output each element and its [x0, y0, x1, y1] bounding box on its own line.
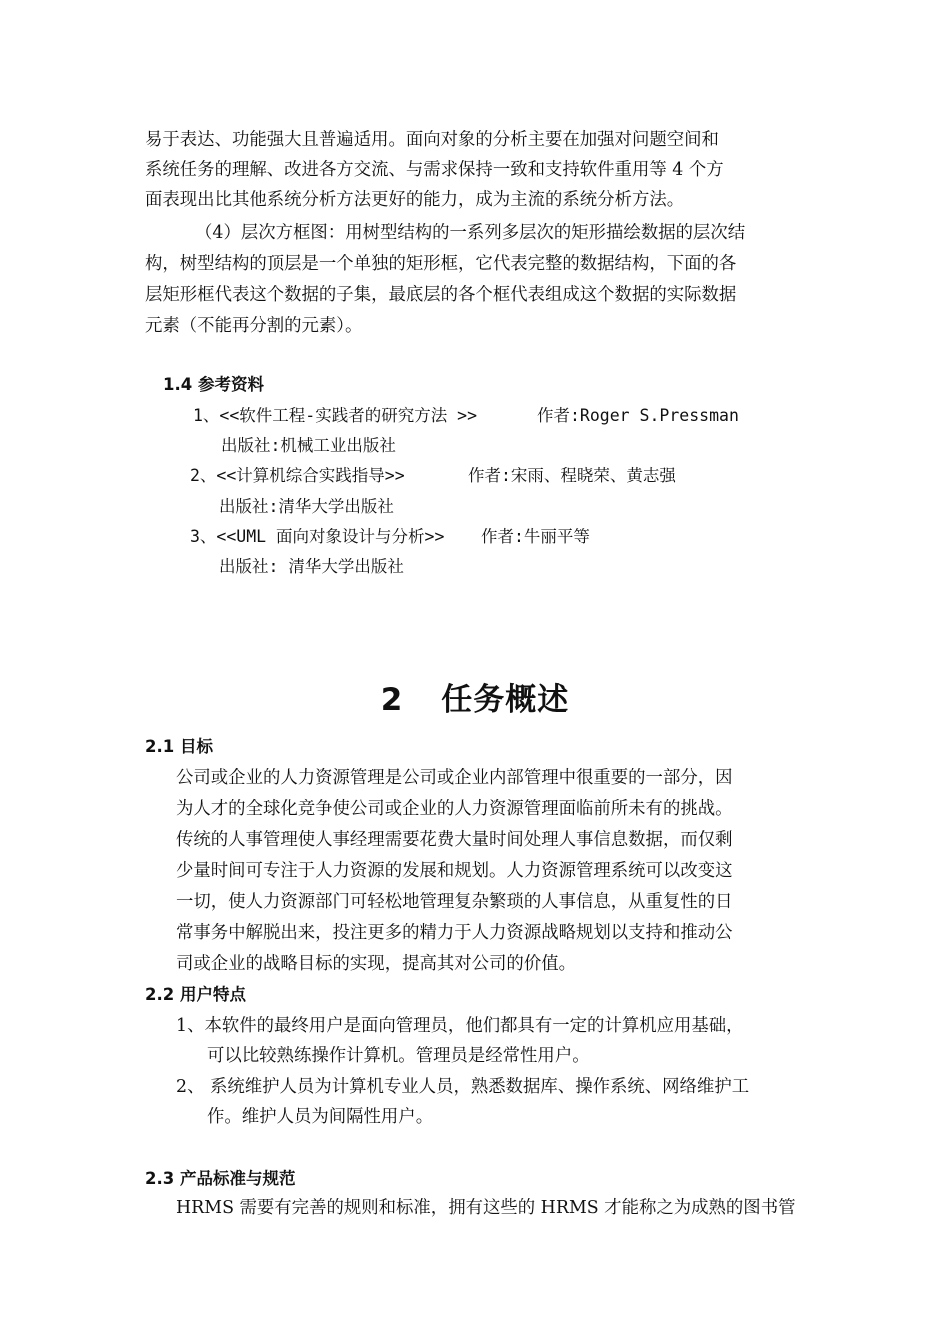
paragraph-line: 司或企业的战略目标的实现，提高其对公司的价值。: [176, 954, 576, 974]
list-item-line: 1、本软件的最终用户是面向管理员，他们都具有一定的计算机应用基础，: [176, 1016, 744, 1036]
section-heading: 2.3 产品标准与规范: [145, 1169, 296, 1188]
paragraph-line: 层矩形框代表这个数据的子集，最底层的各个框代表组成这个数据的实际数据: [145, 285, 737, 305]
paragraph-line: 面表现出比其他系统分析方法更好的能力，成为主流的系统分析方法。: [145, 190, 685, 210]
reference-publisher: 出版社:清华大学出版社: [219, 497, 394, 516]
section-heading: 1.4 参考资料: [163, 375, 264, 394]
reference-title: 1、<<软件工程-实践者的研究方法 >>: [193, 406, 478, 425]
list-item-line: 可以比较熟练操作计算机。管理员是经常性用户。: [207, 1046, 590, 1066]
reference-publisher: 出版社: 清华大学出版社: [219, 557, 404, 576]
chapter-title: [0, 680, 950, 720]
section-heading: 2.1 目标: [145, 737, 213, 756]
paragraph-line: 少量时间可专注于人力资源的发展和规划。人力资源管理系统可以改变这: [176, 861, 733, 881]
paragraph-line: 元素（不能再分割的元素）。: [145, 316, 363, 336]
paragraph-line: 传统的人事管理使人事经理需要花费大量时间处理人事信息数据，而仅剩: [176, 830, 733, 850]
paragraph-line: 为人才的全球化竞争使公司或企业的人力资源管理面临前所未有的挑战。: [176, 799, 733, 819]
paragraph-line: HRMS 需要有完善的规则和标准，拥有这些的 HRMS 才能称之为成熟的图书管: [176, 1198, 796, 1218]
paragraph-line: 系统任务的理解、改进各方交流、与需求保持一致和支持软件重用等 4 个方: [145, 160, 724, 180]
paragraph-line: 易于表达、功能强大且普遍适用。面向对象的分析主要在加强对问题空间和: [145, 130, 719, 150]
reference-title: 2、<<计算机综合实践指导>>: [190, 466, 405, 485]
reference-publisher: 出版社:机械工业出版社: [221, 436, 396, 455]
reference-title: 3、<<UML 面向对象设计与分析>>: [190, 527, 445, 546]
chapter-name: 任务概述: [441, 682, 570, 718]
paragraph-line: （4）层次方框图：用树型结构的一系列多层次的矩形描绘数据的层次结: [195, 223, 746, 243]
list-item-line: 作。维护人员为间隔性用户。: [207, 1107, 434, 1127]
reference-author: 作者:牛丽平等: [481, 527, 590, 546]
list-item-line: 2、 系统维护人员为计算机专业人员，熟悉数据库、操作系统、网络维护工: [176, 1077, 750, 1097]
chapter-number: 2: [380, 682, 404, 718]
reference-author: 作者:Roger S.Pressman: [537, 406, 739, 425]
paragraph-line: 公司或企业的人力资源管理是公司或企业内部管理中很重要的一部分，因: [176, 768, 733, 788]
paragraph-line: 一切，使人力资源部门可轻松地管理复杂繁琐的人事信息，从重复性的日: [176, 892, 733, 912]
paragraph-line: 常事务中解脱出来，投注更多的精力于人力资源战略规划以支持和推动公: [176, 923, 733, 943]
section-heading: 2.2 用户特点: [145, 985, 246, 1004]
reference-author: 作者:宋雨、程晓荣、黄志强: [468, 466, 676, 485]
paragraph-line: 构，树型结构的顶层是一个单独的矩形框，它代表完整的数据结构，下面的各: [145, 254, 737, 274]
